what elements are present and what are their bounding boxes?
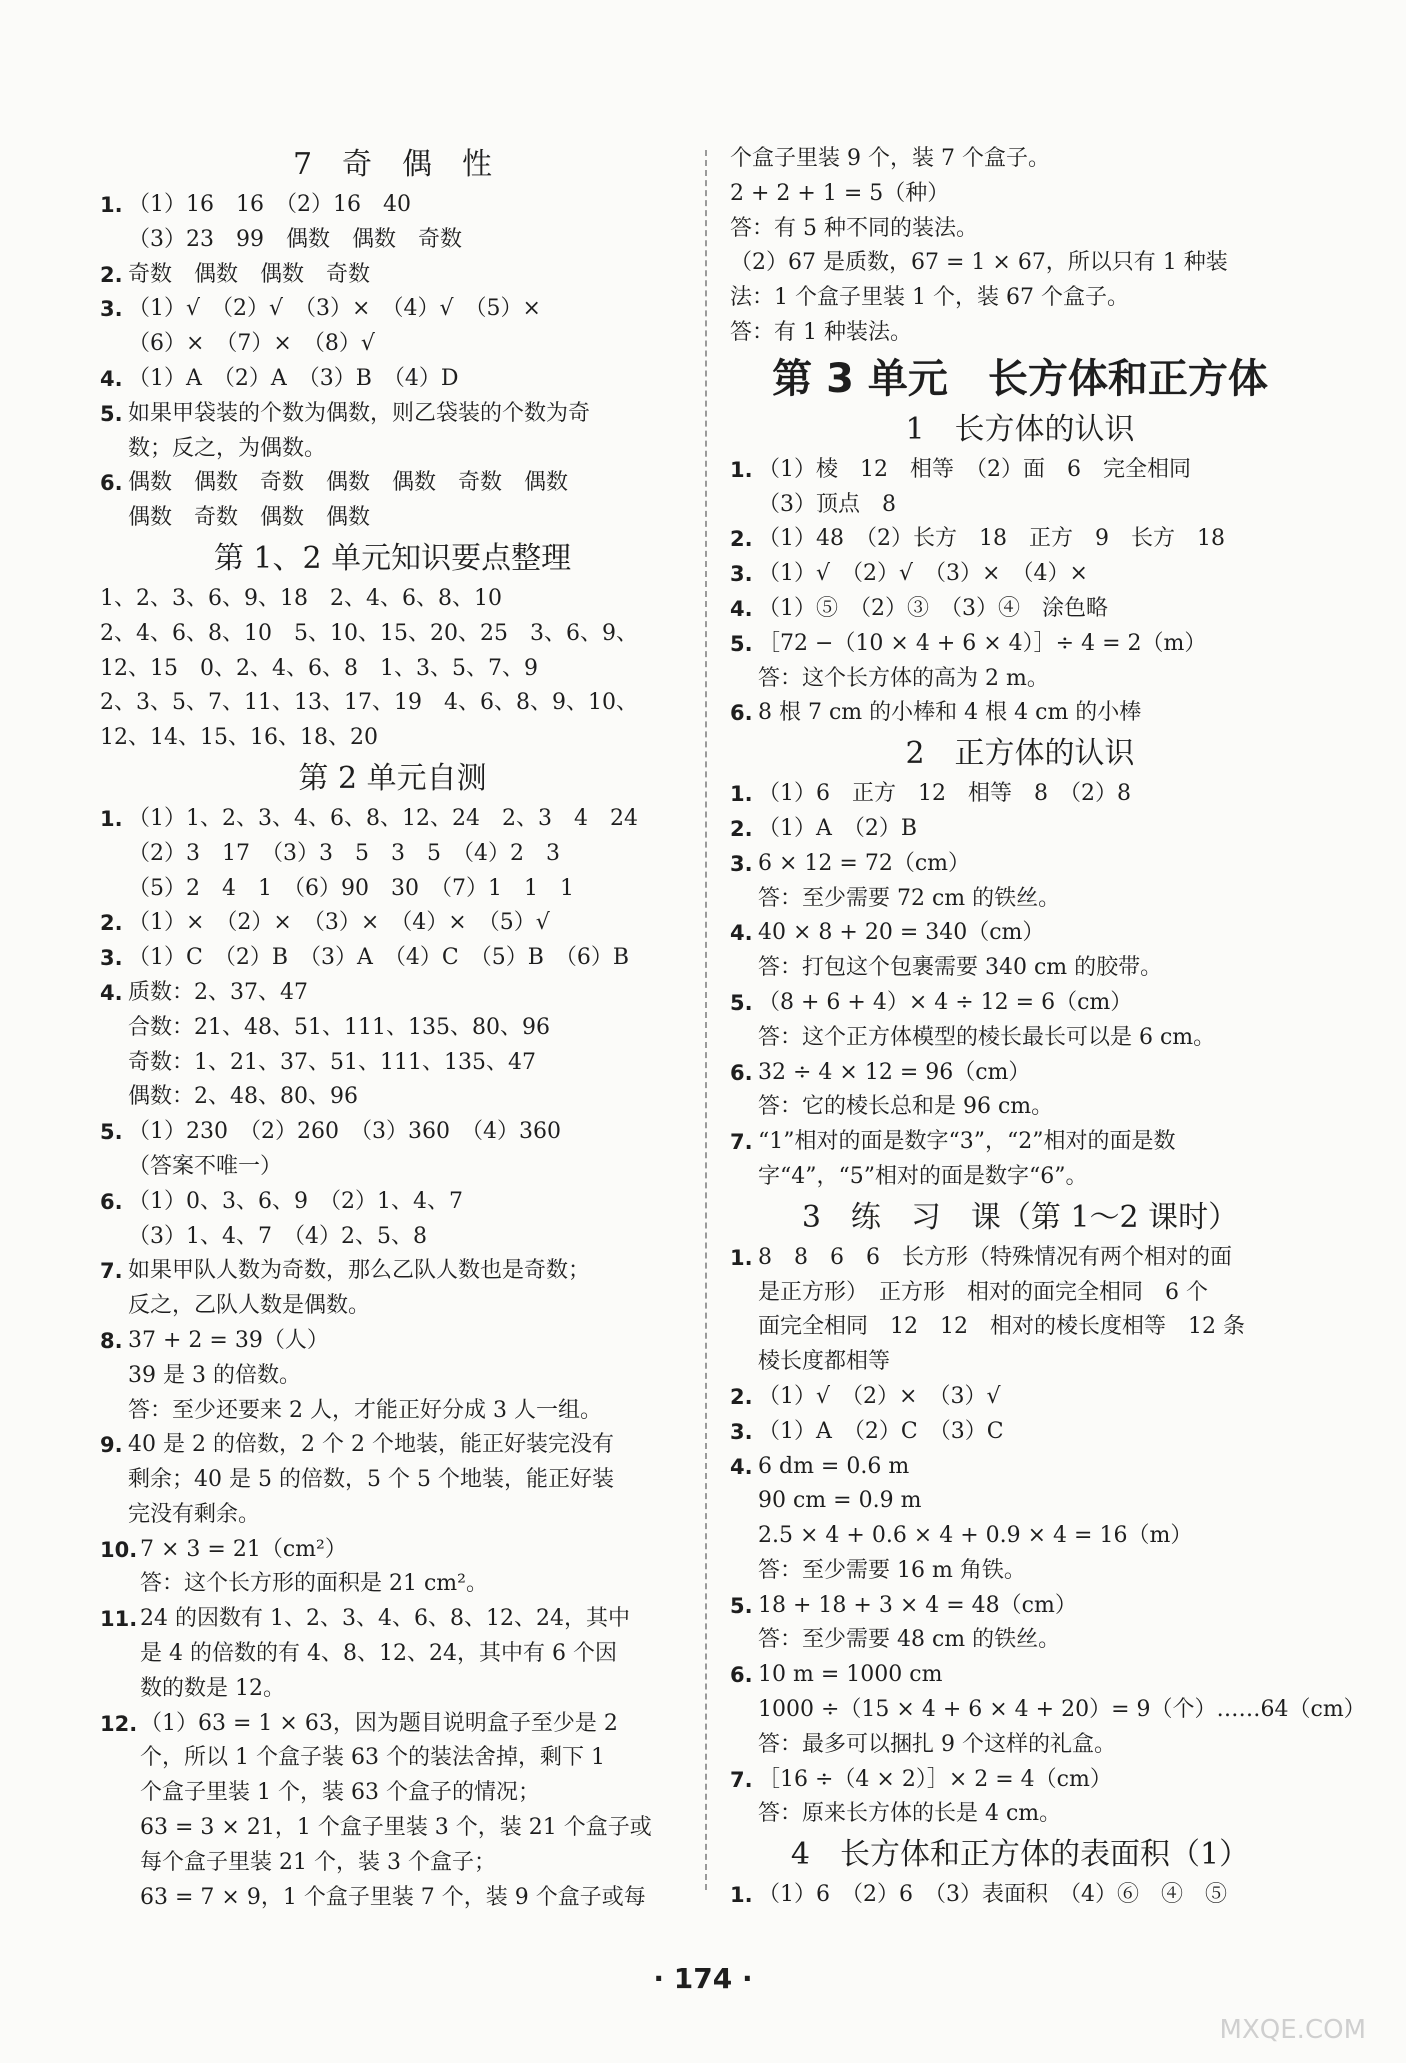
answer-line: 12、15 0、2、4、6、8 1、3、5、7、9 — [100, 655, 538, 681]
answer-item — [730, 1125, 1310, 1195]
answer-line: （3）顶点 8 — [758, 491, 896, 517]
answer-line: （2）67 是质数，67 = 1 × 67，所以只有 1 种装 — [730, 250, 1228, 276]
answer-body — [758, 916, 1310, 986]
item-number: 5. — [100, 1120, 123, 1145]
answer-line: （2）3 17 （3）3 5 3 5 （4）2 3 — [128, 840, 560, 866]
answer-body — [128, 1115, 685, 1185]
item-number: 6. — [730, 1663, 753, 1688]
answer-line: 如果甲队人数为奇数，那么乙队人数也是奇数； — [128, 1258, 591, 1284]
answer-item — [730, 1589, 1310, 1659]
answer-item — [730, 1450, 1310, 1589]
answer-item — [100, 1115, 685, 1185]
answer-line: 法：1 个盒子里装 1 个，装 67 个盒子。 — [730, 285, 1129, 311]
answer-line: 偶数 奇数 偶数 偶数 — [128, 505, 371, 531]
answer-line: （1）6 正方 12 相等 8 （2）8 — [758, 781, 1131, 807]
answer-line: 答：打包这个包裹需要 340 cm 的胶带。 — [758, 955, 1163, 981]
answer-item — [730, 592, 1310, 627]
answer-line: 答：至少需要 72 cm 的铁丝。 — [758, 885, 1061, 911]
answer-body — [758, 522, 1310, 557]
answer-body — [128, 1324, 685, 1428]
answer-body — [128, 292, 685, 362]
item-number: 2. — [730, 527, 753, 552]
answer-line: 答：至少需要 48 cm 的铁丝。 — [758, 1627, 1061, 1653]
answer-line: 40 是 2 的倍数，2 个 2 个地装，能正好装完没有 — [128, 1432, 614, 1458]
answer-body — [128, 362, 685, 397]
answer-body — [128, 1428, 685, 1532]
item-number: 3. — [730, 851, 753, 876]
item-number: 5. — [730, 1593, 753, 1618]
item-number: 11. — [100, 1607, 138, 1632]
answer-line: 个，所以 1 个盒子装 63 个的装法舍掉，剩下 1 — [140, 1745, 605, 1771]
answer-line: （5）2 4 1 （6）90 30 （7）1 1 1 — [128, 875, 574, 901]
answer-item — [100, 1185, 685, 1255]
answer-body — [758, 696, 1310, 731]
item-number: 1. — [100, 193, 123, 217]
answer-line: 答：至少需要 16 m 角铁。 — [758, 1557, 1026, 1583]
answer-line: 63 = 7 × 9，1 个盒子里装 7 个，装 9 个盒子或每 — [140, 1884, 646, 1910]
item-number: 5. — [100, 401, 123, 426]
answer-body — [128, 1254, 685, 1324]
answer-body — [758, 592, 1310, 627]
answer-line: 6 dm = 0.6 m — [758, 1453, 910, 1479]
answer-line: （1）棱 12 相等 （2）面 6 完全相同 — [758, 456, 1191, 482]
answer-line: 2、3、5、7、11、13、17、19 4、6、8、9、10、 — [100, 690, 638, 716]
section-heading: 第 2 单元自测 — [298, 760, 487, 796]
answer-line: （答案不唯一） — [128, 1153, 283, 1179]
section-heading: 4 长方体和正方体的表面积（1） — [790, 1837, 1250, 1873]
item-number: 2. — [100, 262, 123, 287]
answer-body — [758, 1415, 1310, 1450]
answer-line: 质数：2、37、47 — [128, 979, 308, 1005]
answer-line: （1）√ （2）√ （3）× （4）√ （5）× — [128, 296, 541, 322]
left-column — [100, 142, 685, 1915]
answer-line: 答：这个长方体的高为 2 m。 — [758, 665, 1049, 691]
answer-line: 答：原来长方体的长是 4 cm。 — [758, 1801, 1062, 1827]
answer-body — [128, 1185, 685, 1255]
answer-line: 字“4”，“5”相对的面是数字“6”。 — [758, 1163, 1088, 1189]
answer-item — [100, 1324, 685, 1428]
answer-line: 答：它的棱长总和是 96 cm。 — [758, 1094, 1054, 1120]
answer-item — [100, 292, 685, 362]
right-column — [730, 142, 1366, 1913]
answer-line: “1”相对的面是数字“3”，“2”相对的面是数 — [758, 1129, 1176, 1155]
answer-body — [758, 1878, 1310, 1913]
answer-line: （1）230 （2）260 （3）360 （4）360 — [128, 1119, 561, 1145]
answer-item — [730, 1241, 1310, 1380]
answer-line: 8 8 6 6 长方形（特殊情况有两个相对的面 — [758, 1244, 1232, 1270]
answer-item — [730, 696, 1310, 731]
answer-line: 24 的因数有 1、2、3、4、6、8、12、24，其中 — [140, 1606, 630, 1632]
answer-body — [758, 986, 1310, 1056]
answer-item — [730, 812, 1310, 847]
answer-body — [128, 906, 685, 941]
item-number: 1. — [730, 457, 753, 482]
answer-line: 37 + 2 = 39（人） — [128, 1327, 329, 1353]
answer-line: 7 × 3 = 21（cm²） — [140, 1536, 347, 1562]
answer-line: （1）A （2）A （3）B （4）D — [128, 365, 459, 391]
unit-title: 第 3 单元 长方体和正方体 — [772, 355, 1268, 402]
answer-line: 偶数：2、48、80、96 — [128, 1084, 358, 1110]
answer-line: ［72 −（10 × 4 + 6 × 4）］÷ 4 = 2（m） — [758, 630, 1207, 656]
answer-line: 40 × 8 + 20 = 340（cm） — [758, 920, 1045, 946]
answer-item — [100, 362, 685, 397]
answer-item — [730, 557, 1310, 592]
item-number: 9. — [100, 1433, 123, 1458]
answer-item — [730, 1415, 1310, 1450]
item-number: 7. — [730, 1767, 753, 1792]
item-number: 4. — [730, 921, 753, 946]
answer-line: 18 + 18 + 3 × 4 = 48（cm） — [758, 1592, 1077, 1618]
answer-line: 10 m = 1000 cm — [758, 1662, 943, 1688]
answer-line: 奇数 偶数 偶数 奇数 — [128, 261, 371, 287]
answer-item — [730, 916, 1310, 986]
watermark: MXQE.COM — [1219, 2015, 1366, 2045]
answer-line: 39 是 3 的倍数。 — [128, 1362, 301, 1388]
answer-item — [730, 627, 1310, 697]
answer-line: （3）1、4、7 （4）2、5、8 — [128, 1223, 427, 1249]
answer-line: （1）× （2）× （3）× （4）× （5）√ — [128, 910, 550, 936]
answer-line: 90 cm = 0.9 m — [758, 1488, 922, 1514]
answer-line: （1）1、2、3、4、6、8、12、24 2、3 4 24 — [128, 805, 638, 831]
answer-line: 个盒子里装 9 个，装 7 个盒子。 — [730, 146, 1050, 171]
answer-item — [100, 1428, 685, 1532]
item-number: 6. — [730, 1060, 753, 1085]
answer-line: 2、4、6、8、10 5、10、15、20、25 3、6、9、 — [100, 620, 638, 646]
answer-body — [758, 1125, 1310, 1195]
answer-line: （8 + 6 + 4）× 4 ÷ 12 = 6（cm） — [758, 989, 1133, 1015]
answer-item — [730, 453, 1310, 523]
answer-body — [128, 466, 685, 536]
item-number: 2. — [100, 911, 123, 936]
item-number: 5. — [730, 990, 753, 1015]
answer-line: ［16 ÷（4 × 2）］× 2 = 4（cm） — [758, 1766, 1112, 1792]
answer-line: （1）0、3、6、9 （2）1、4、7 — [128, 1188, 463, 1214]
answer-line: 63 = 3 × 21，1 个盒子里装 3 个，装 21 个盒子或 — [140, 1815, 652, 1841]
answer-line: 32 ÷ 4 × 12 = 96（cm） — [758, 1059, 1031, 1085]
answer-line: 答：至少还要来 2 人，才能正好分成 3 人一组。 — [128, 1397, 602, 1423]
answer-line: 2 + 2 + 1 = 5（种） — [730, 180, 950, 206]
answer-line: （1）48 （2）长方 18 正方 9 长方 18 — [758, 526, 1225, 552]
answer-line: 每个盒子里装 21 个，装 3 个盒子； — [140, 1849, 496, 1875]
item-number: 4. — [100, 980, 123, 1005]
item-number: 6. — [100, 1189, 123, 1214]
answer-line: 奇数：1、21、37、51、111、135、47 — [128, 1049, 536, 1075]
answer-body — [128, 802, 685, 906]
item-number: 1. — [730, 1245, 753, 1270]
answer-line: 完没有剩余。 — [128, 1501, 261, 1527]
answer-line: 个盒子里装 1 个，装 63 个盒子的情况； — [140, 1780, 540, 1806]
answer-line: （1）6 （2）6 （3）表面积 （4）⑥ ④ ⑤ — [758, 1882, 1227, 1908]
answer-item — [100, 466, 685, 536]
section-heading: 2 正方体的认识 — [905, 736, 1135, 772]
answer-item — [730, 986, 1310, 1056]
answer-item — [100, 397, 685, 467]
answer-item — [730, 1380, 1310, 1415]
answer-body — [100, 582, 685, 756]
answer-item — [730, 1878, 1310, 1913]
section-heading: 第 1、2 单元知识要点整理 — [213, 540, 572, 576]
answer-body — [758, 1241, 1310, 1380]
answer-body — [758, 812, 1310, 847]
answer-item — [730, 1763, 1310, 1833]
answer-body — [758, 777, 1310, 812]
answer-item — [100, 188, 685, 258]
answer-body — [128, 941, 685, 976]
answer-line: 答：有 5 种不同的装法。 — [730, 215, 978, 241]
answer-line: 答：这个长方形的面积是 21 cm²。 — [140, 1571, 488, 1597]
answer-item — [100, 1254, 685, 1324]
answer-line: 答：这个正方体模型的棱长最长可以是 6 cm。 — [758, 1024, 1216, 1050]
item-number: 2. — [730, 816, 753, 841]
item-number: 12. — [100, 1711, 138, 1736]
answer-item — [100, 802, 685, 906]
answer-line: （1）A （2）B — [758, 815, 918, 841]
item-number: 3. — [100, 297, 123, 322]
answer-body — [730, 142, 1310, 351]
answer-line: 合数：21、48、51、111、135、80、96 — [128, 1014, 550, 1040]
answer-item — [100, 1602, 685, 1706]
answer-item — [730, 777, 1310, 812]
section-heading: 1 长方体的认识 — [905, 411, 1135, 447]
answer-line: 棱长度都相等 — [758, 1349, 891, 1375]
answer-line: 剩余；40 是 5 的倍数，5 个 5 个地装，能正好装 — [128, 1467, 614, 1493]
answer-line: （1）√ （2）× （3）√ — [758, 1383, 1001, 1409]
answer-line: 数；反之，为偶数。 — [128, 435, 327, 461]
item-number: 7. — [100, 1259, 123, 1284]
answer-body — [758, 1763, 1310, 1833]
answer-line: （3）23 99 偶数 偶数 奇数 — [128, 226, 462, 252]
answer-body — [128, 397, 685, 467]
answer-body — [758, 1450, 1310, 1589]
answer-line: （1）⑤ （2）③ （3）④ 涂色略 — [758, 595, 1108, 621]
answer-text-block — [100, 582, 685, 756]
answer-text-block — [730, 142, 1310, 351]
answer-body — [758, 627, 1310, 697]
item-number: 6. — [730, 701, 753, 726]
answer-item — [730, 522, 1310, 557]
answer-body — [758, 557, 1310, 592]
answer-body — [140, 1707, 685, 1916]
answer-body — [758, 847, 1310, 917]
answer-line: （1）63 = 1 × 63，因为题目说明盒子至少是 2 — [140, 1710, 618, 1736]
answer-line: 偶数 偶数 奇数 偶数 偶数 奇数 偶数 — [128, 470, 569, 496]
answer-line: （6）× （7）× （8）√ — [128, 331, 375, 357]
answer-line: （1）√ （2）√ （3）× （4）× — [758, 561, 1088, 587]
answer-line: 8 根 7 cm 的小棒和 4 根 4 cm 的小棒 — [758, 700, 1142, 726]
page-number: · 174 · — [653, 1962, 753, 1995]
answer-line: 1000 ÷（15 × 4 + 6 × 4 + 20）= 9（个）……64（cm） — [758, 1697, 1366, 1723]
answer-body — [758, 1658, 1366, 1762]
item-number: 10. — [100, 1537, 138, 1562]
answer-body — [140, 1602, 685, 1706]
answer-body — [758, 453, 1310, 523]
item-number: 3. — [100, 946, 123, 971]
answer-line: 2.5 × 4 + 0.6 × 4 + 0.9 × 4 = 16（m） — [758, 1523, 1193, 1549]
answer-item — [100, 941, 685, 976]
answer-body — [128, 258, 685, 293]
answer-body — [758, 1056, 1310, 1126]
answer-item — [730, 847, 1310, 917]
answer-line: （1）A （2）C （3）C — [758, 1418, 1004, 1444]
item-number: 3. — [730, 1419, 753, 1444]
answer-body — [758, 1380, 1310, 1415]
answer-body — [128, 188, 685, 258]
section-heading: 3 练 习 课（第 1～2 课时） — [801, 1199, 1239, 1235]
item-number: 5. — [730, 631, 753, 656]
item-number: 8. — [100, 1328, 123, 1353]
item-number: 1. — [100, 806, 123, 831]
answer-body — [758, 1589, 1310, 1659]
section-heading: 7 奇 偶 性 — [292, 147, 493, 182]
answer-line: 12、14、15、16、18、20 — [100, 725, 378, 751]
answer-line: 答：最多可以捆扎 9 个这样的礼盒。 — [758, 1731, 1116, 1757]
column-divider — [705, 150, 707, 1890]
item-number: 4. — [730, 596, 753, 621]
answer-item — [100, 1707, 685, 1916]
item-number: 4. — [100, 366, 123, 391]
item-number: 1. — [730, 1883, 753, 1908]
answer-item — [730, 1658, 1366, 1762]
answer-line: 是正方形） 正方形 相对的面完全相同 6 个 — [758, 1279, 1208, 1305]
answer-line: （1）16 16 （2）16 40 — [128, 192, 411, 217]
answer-item — [100, 906, 685, 941]
item-number: 1. — [730, 782, 753, 807]
answer-body — [140, 1533, 685, 1603]
answer-line: （1）C （2）B （3）A （4）C （5）B （6）B — [128, 945, 630, 971]
item-number: 4. — [730, 1454, 753, 1479]
answer-line: 是 4 的倍数的有 4、8、12、24，其中有 6 个因 — [140, 1641, 617, 1667]
answer-item — [730, 1056, 1310, 1126]
answer-line: 6 × 12 = 72（cm） — [758, 850, 971, 876]
answer-line: 反之，乙队人数是偶数。 — [128, 1293, 371, 1319]
item-number: 3. — [730, 562, 753, 587]
answer-body — [128, 976, 685, 1115]
answer-line: 数的数是 12。 — [140, 1675, 285, 1701]
answer-item — [100, 258, 685, 293]
item-number: 6. — [100, 471, 123, 496]
answer-line: 1、2、3、6、9、18 2、4、6、8、10 — [100, 585, 502, 611]
answer-line: 答：有 1 种装法。 — [730, 319, 912, 345]
answer-line: 如果甲袋装的个数为偶数，则乙袋装的个数为奇 — [128, 400, 591, 426]
item-number: 7. — [730, 1130, 753, 1155]
answer-line: 面完全相同 12 12 相对的棱长度相等 12 条 — [758, 1314, 1245, 1340]
answer-item — [100, 976, 685, 1115]
answer-item — [100, 1533, 685, 1603]
item-number: 2. — [730, 1384, 753, 1409]
